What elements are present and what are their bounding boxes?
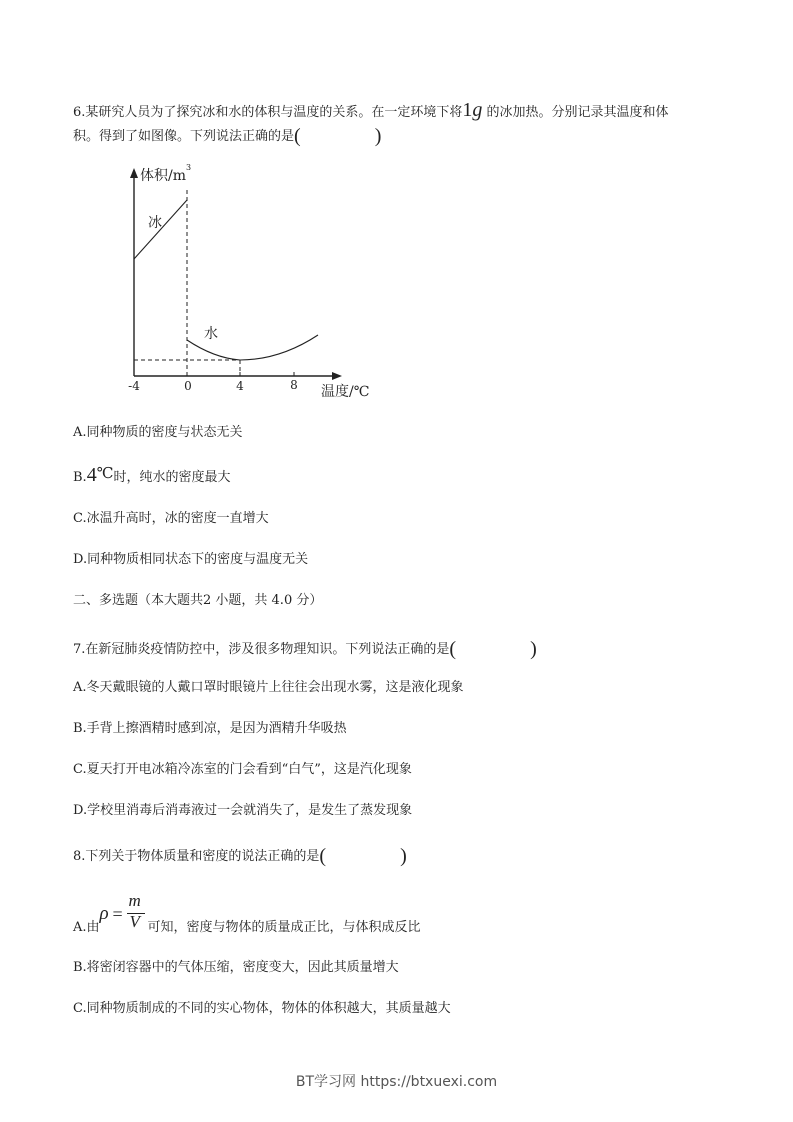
q7-option-a[interactable]	[73, 679, 464, 697]
x-axis-arrow-icon	[332, 372, 342, 380]
q8-answer-paren-close: )	[400, 845, 407, 867]
q6-option-b-text: 时，纯水的密度最大	[113, 470, 231, 485]
x-tick-label: 8	[290, 378, 298, 392]
q6-answer-paren-open: (	[294, 125, 301, 147]
q8-stem	[73, 845, 407, 866]
section-heading-text: 二、多选题（本大题共2 小题，共 4.0 分）	[73, 593, 323, 608]
q6-answer-paren-close: )	[374, 125, 382, 147]
q7-stem	[73, 638, 537, 659]
formula-rho: ρ	[99, 903, 109, 924]
y-axis-label: 体积/m	[140, 168, 186, 184]
q6-option-b-temp: 4	[86, 464, 97, 486]
q7-option-b-text: B.手背上擦酒精时感到凉，是因为酒精升华吸热	[73, 721, 347, 736]
q6-mass-unit: g	[472, 99, 483, 121]
y-axis-label-superscript: 3	[186, 163, 192, 172]
footer-watermark	[0, 1071, 793, 1091]
q6-option-b-unit: ℃	[96, 464, 114, 482]
q6-option-c-text: C.冰温升高时，冰的密度一直增大	[73, 511, 269, 526]
footer-text: BT学习网 https://btxuexi.com	[295, 1074, 498, 1090]
q6-option-b-prefix: B.	[73, 470, 87, 485]
q8-option-b-text: B.将密闭容器中的气体压缩，密度变大，因此其质量增大	[73, 960, 399, 975]
q7-answer-paren-close: )	[530, 638, 537, 660]
q7-option-d[interactable]	[73, 802, 412, 820]
q6-stem-text-cont: 的冰加热。分别记录其温度和体	[486, 105, 669, 120]
formula-numerator: m	[128, 891, 141, 910]
q6-option-d[interactable]	[73, 551, 308, 569]
formula-equals: =	[112, 904, 123, 924]
q8-option-a-prefix: A.由	[73, 920, 100, 935]
q8-option-c-text: C.同种物质制成的不同的实心物体，物体的体积越大，其质量越大	[73, 1001, 451, 1016]
water-series-label: 水	[204, 326, 218, 342]
x-axis-label: 温度/℃	[321, 384, 370, 400]
q6-option-b[interactable]	[73, 466, 230, 487]
q7-option-c-text: C.夏天打开电冰箱冷冻室的门会看到“白气”，这是汽化现象	[73, 762, 412, 777]
x-tick-label: 4	[236, 379, 244, 393]
q8-option-a-text: 可知，密度与物体的质量成正比，与体积成反比	[147, 920, 421, 935]
section-heading	[73, 592, 322, 610]
q6-mass-value: 1	[462, 99, 473, 121]
q6-option-a[interactable]	[73, 424, 243, 442]
q8-option-a[interactable]	[73, 891, 421, 937]
formula-denominator: V	[129, 912, 140, 931]
q8-stem-text: 8.下列关于物体质量和密度的说法正确的是	[73, 849, 320, 864]
q6-option-c[interactable]	[73, 510, 269, 528]
q6-option-d-text: D.同种物质相同状态下的密度与温度无关	[73, 552, 309, 567]
q8-option-c[interactable]	[73, 1000, 451, 1018]
q7-option-a-text: A.冬天戴眼镜的人戴口罩时眼镜片上往往会出现水雾，这是液化现象	[73, 680, 464, 695]
q7-answer-paren-open: (	[449, 638, 457, 660]
q8-answer-paren-open: (	[319, 845, 327, 867]
x-tick-label: -4	[128, 379, 140, 393]
density-formula	[99, 891, 148, 937]
q6-option-a-text: A.同种物质的密度与状态无关	[73, 425, 243, 440]
ice-series-label: 冰	[148, 215, 162, 231]
q7-option-d-text: D.学校里消毒后消毒液过一会就消失了，是发生了蒸发现象	[73, 803, 413, 818]
q7-stem-text: 7.在新冠肺炎疫情防控中，涉及很多物理知识。下列说法正确的是	[73, 642, 450, 657]
x-tick-label: 0	[184, 379, 192, 393]
q6-stem-text-2: 积。得到了如图像。下列说法正确的是	[73, 129, 295, 144]
y-axis-arrow-icon	[130, 168, 138, 178]
q6-stem-text: 6.某研究人员为了探究冰和水的体积与温度的关系。在一定环境下将	[73, 105, 463, 120]
q7-option-b[interactable]	[73, 720, 347, 738]
q7-option-c[interactable]	[73, 761, 412, 779]
volume-temperature-chart	[0, 0, 793, 420]
q8-option-b[interactable]	[73, 959, 399, 977]
